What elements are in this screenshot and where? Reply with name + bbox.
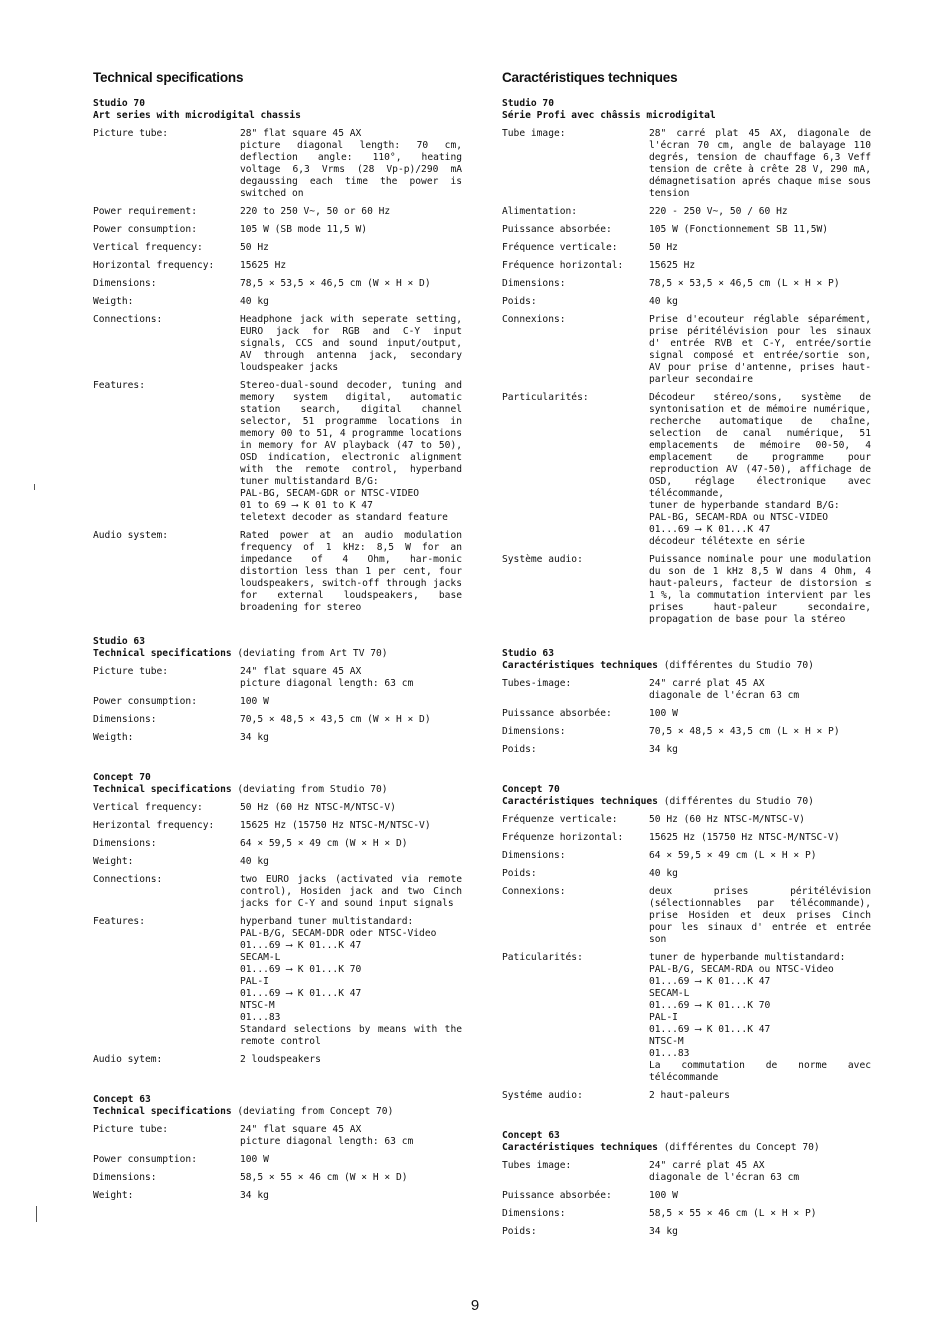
page-heading-en: Technical specifications — [93, 70, 244, 85]
spec-row — [502, 814, 874, 826]
spec-row — [502, 206, 874, 218]
spec-value: 2 haut-paleurs — [649, 1090, 730, 1101]
spec-value: 15625 Hz — [649, 260, 696, 271]
spec-value: tuner de hyperbande multistandard: PAL-B/G, SECAM-RDA ou NTSC-Video 01...69 ⟶ K 01...K 47 SECAM-L 01...69 ⟶ K 01...K 70 PAL-I 01...69 ⟶ K 01...K 47 NTSC-M 01...83 La commutation de norme avec télécommande — [649, 952, 871, 1083]
sections-en — [93, 98, 465, 1202]
spec-value: 15625 Hz — [240, 260, 287, 271]
section-model-name: Studio 70 — [502, 98, 554, 109]
spec-row — [93, 802, 465, 814]
spec-label: Picture tube: — [93, 1124, 169, 1135]
section-subtitle-bold: Caractéristiques techniques — [502, 1142, 658, 1153]
spec-row — [93, 1154, 465, 1166]
spec-row — [502, 224, 874, 236]
spec-label: Dimensions: — [93, 278, 157, 289]
spec-label: Particularités: — [502, 392, 589, 403]
spec-value: 64 × 59,5 × 49 cm (L × H × P) — [649, 850, 817, 861]
spec-row — [93, 916, 465, 1048]
spec-value: 50 Hz — [649, 242, 678, 253]
spec-value: 70,5 × 48,5 × 43,5 cm (W × H × D) — [240, 714, 431, 725]
spec-row — [502, 1190, 874, 1202]
spec-label: Dimensions: — [502, 850, 566, 861]
spec-label: Connexions: — [502, 886, 566, 897]
section-subtitle — [93, 110, 465, 122]
spec-row — [502, 708, 874, 720]
spec-row — [502, 128, 874, 200]
spec-row — [93, 874, 465, 910]
section-subtitle — [502, 110, 874, 122]
spec-value: 58,5 × 55 × 46 cm (L × H × P) — [649, 1208, 817, 1219]
spec-value: 15625 Hz (15750 Hz NTSC-M/NTSC-V) — [240, 820, 431, 831]
spec-value: 58,5 × 55 × 46 cm (W × H × D) — [240, 1172, 408, 1183]
spec-label: Audio sytem: — [93, 1054, 163, 1065]
spec-row — [502, 832, 874, 844]
spec-label: Fréquenze verticale: — [502, 814, 618, 825]
spec-value: 24" carré plat 45 AX diagonale de l'écran 63 cm — [649, 1160, 800, 1183]
spec-value: 64 × 59,5 × 49 cm (W × H × D) — [240, 838, 408, 849]
spec-row — [93, 224, 465, 236]
spec-label: Tubes-image: — [502, 678, 572, 689]
margin-mark — [34, 484, 35, 490]
section-subtitle-note: (différentes du Studio 70) — [657, 796, 814, 807]
spec-label: Power consumption: — [93, 1154, 197, 1165]
spec-section — [93, 636, 465, 744]
spec-value: 28" carré plat 45 AX, diagonale de l'écran 70 cm, angle de balayage 110 degrés, tension de chauffage 6,3 Veff tension de crête à crête 28 V, 290 mA, démagnetisation aprés chaque mise sous tension — [649, 128, 871, 199]
spec-label: Poids: — [502, 1226, 537, 1237]
spec-value: Décodeur stéreo/sons, système de syntonisation et de mémoire numérique, recherche automatique de chaîne, selection de canal numérique, 51 emplacements de mémoire 00-50, 4 emplacement de programme pour reproduction AV (47-50), affichage de OSD, réglage électronique avec télécommande, tuner de hyperbande standard B/G: PAL-BG, SECAM-RDA ou NTSC-VIDEO 01...69 ⟶ K 01...K 47 décodeur télétexte en série — [649, 392, 871, 547]
spec-section — [93, 98, 465, 614]
spec-row — [502, 868, 874, 880]
section-subtitle — [502, 660, 874, 672]
spec-row — [93, 696, 465, 708]
section-subtitle — [93, 784, 465, 796]
spec-row — [93, 666, 465, 690]
section-subtitle-bold: Art series with microdigital chassis — [93, 110, 301, 121]
spec-value: 34 kg — [240, 732, 269, 743]
spec-row — [502, 554, 874, 626]
spec-row — [502, 314, 874, 386]
spec-row — [502, 278, 874, 290]
spec-row — [93, 1172, 465, 1184]
spec-value: Prise d'ecouteur réglable séparément, prise péritélévision pour les sinaux d' entrée RVB et C-Y, entrée/sortie signal composé et entrée/sortie son, AV pour prise d'antenne, prises haut-parleur secondaire — [649, 314, 871, 385]
spec-row — [93, 820, 465, 832]
spec-label: Tube image: — [502, 128, 566, 139]
spec-row — [93, 206, 465, 218]
spec-label: Puissance absorbée: — [502, 224, 612, 235]
spec-label: Picture tube: — [93, 666, 169, 677]
spec-value: 50 Hz — [240, 242, 269, 253]
spec-label: Paticularités: — [502, 952, 583, 963]
spec-label: Dimensions: — [93, 1172, 157, 1183]
spec-row — [502, 242, 874, 254]
spec-row — [93, 278, 465, 290]
section-subtitle-bold: Technical specifications — [93, 1106, 232, 1117]
spec-value: 105 W (Fonctionnement SB 11,5W) — [649, 224, 829, 235]
spec-value: 34 kg — [649, 744, 678, 755]
spec-label: Connexions: — [502, 314, 566, 325]
spec-value: two EURO jacks (activated via remote control), Hosiden jack and two Cinch jacks for C-Y and sound input signals — [240, 874, 462, 909]
sections-fr — [502, 98, 874, 1238]
section-model-name: Studio 63 — [502, 648, 554, 659]
spec-label: Tubes image: — [502, 1160, 572, 1171]
spec-label: Systéme audio: — [502, 1090, 583, 1101]
spec-value: 40 kg — [240, 296, 269, 307]
spec-label: Fréquenze horizontal: — [502, 832, 624, 843]
spec-row — [502, 1208, 874, 1220]
spec-value: 24" flat square 45 AX picture diagonal length: 63 cm — [240, 666, 414, 689]
spec-label: Power consumption: — [93, 696, 197, 707]
section-subtitle-bold: Technical specifications — [93, 648, 232, 659]
spec-row — [93, 530, 465, 614]
spec-row — [502, 744, 874, 756]
spec-section — [502, 784, 874, 1102]
spec-row — [502, 850, 874, 862]
spec-row — [502, 886, 874, 946]
section-subtitle-note: (deviating from Concept 70) — [231, 1106, 394, 1117]
spec-value: 24" carré plat 45 AX diagonale de l'écran 63 cm — [649, 678, 800, 701]
spec-value: 78,5 × 53,5 × 46,5 cm (L × H × P) — [649, 278, 840, 289]
spec-value: 28" flat square 45 AX picture diagonal length: 70 cm, deflection angle: 110°, heating voltage 6,3 Vrms (28 Vp-p)/290 mA degaussing each time the power is switched on — [240, 128, 462, 199]
spec-value: 100 W — [240, 1154, 269, 1165]
spec-row — [502, 1090, 874, 1102]
spec-row — [93, 1124, 465, 1148]
spec-row — [93, 856, 465, 868]
spec-section — [502, 648, 874, 756]
spec-label: Poids: — [502, 296, 537, 307]
spec-label: Connections: — [93, 314, 163, 325]
spec-label: Alimentation: — [502, 206, 578, 217]
spec-value: 100 W — [649, 708, 678, 719]
section-model-name: Studio 70 — [93, 98, 145, 109]
spec-label: Power requirement: — [93, 206, 197, 217]
spec-label: Audio system: — [93, 530, 169, 541]
section-subtitle-bold: Caractéristiques techniques — [502, 660, 658, 671]
section-subtitle-note: (deviating from Art TV 70) — [231, 648, 388, 659]
page-number: 9 — [470, 1297, 480, 1314]
margin-mark — [36, 1206, 37, 1222]
spec-value: 15625 Hz (15750 Hz NTSC-M/NTSC-V) — [649, 832, 840, 843]
spec-value: 34 kg — [649, 1226, 678, 1237]
spec-row — [93, 380, 465, 524]
spec-label: Dimensions: — [502, 278, 566, 289]
spec-value: Stereo-dual-sound decoder, tuning and memory system digital, automatic station search, digital channel selector, 51 programme locations in memory 00 to 51, 4 programme locations in memory for AV playback (47 to 50), OSD indication, electronic alignment with the remote control, hyperband tuner multistandard B/G: PAL-BG, SECAM-GDR or NTSC-VIDEO 01 to 69 ⟶ K 01 to K 47 teletext decoder as standard feature — [240, 380, 462, 523]
spec-label: Vertical frequency: — [93, 802, 203, 813]
spec-value: deux prises péritélévision (sélectionnables par télécommande), prise Hosiden et deux prises Cinch pour les sinaux d' entrée et entrée son — [649, 886, 871, 945]
spec-label: Connections: — [93, 874, 163, 885]
spec-row — [93, 314, 465, 374]
spec-label: Fréquence horizontal: — [502, 260, 624, 271]
spec-value: 50 Hz (60 Hz NTSC-M/NTSC-V) — [240, 802, 396, 813]
spec-row — [502, 952, 874, 1084]
spec-row — [93, 128, 465, 200]
spec-row — [93, 1054, 465, 1066]
spec-row — [502, 296, 874, 308]
section-model-name: Concept 63 — [93, 1094, 151, 1105]
page-heading-fr: Caractéristiques techniques — [502, 70, 678, 85]
spec-value: 40 kg — [649, 868, 678, 879]
spec-label: Fréquence verticale: — [502, 242, 618, 253]
section-subtitle-bold: Série Profi avec châssis microdigital — [502, 110, 716, 121]
section-model-name: Concept 63 — [502, 1130, 560, 1141]
spec-label: Horizontal frequency: — [93, 260, 215, 271]
spec-label: Features: — [93, 380, 145, 391]
spec-row — [502, 1226, 874, 1238]
spec-value: 105 W (SB mode 11,5 W) — [240, 224, 368, 235]
spec-label: Puissance absorbée: — [502, 1190, 612, 1201]
spec-value: Puissance nominale pour une modulation du son de 1 kHz 8,5 W dans 4 Ohm, 4 haut-paleurs, facteur de distorsion ≤ 1 %, la commutation intervient par les prises haut-paleur secondaire, propagation de base pour la stéreo — [649, 554, 871, 625]
spec-row — [502, 1160, 874, 1184]
spec-value: 220 to 250 V~, 50 or 60 Hz — [240, 206, 391, 217]
spec-value: 100 W — [240, 696, 269, 707]
spec-label: Puissance absorbée: — [502, 708, 612, 719]
spec-label: Picture tube: — [93, 128, 169, 139]
section-subtitle-bold: Caractéristiques techniques — [502, 796, 658, 807]
spec-row — [93, 242, 465, 254]
section-model-name: Concept 70 — [502, 784, 560, 795]
spec-label: Weigth: — [93, 296, 134, 307]
spec-label: Vertical frequency: — [93, 242, 203, 253]
spec-section — [93, 1094, 465, 1202]
spec-row — [502, 392, 874, 548]
section-subtitle-bold: Technical specifications — [93, 784, 232, 795]
spec-row — [93, 732, 465, 744]
spec-value: hyperband tuner multistandard: PAL-B/G, SECAM-DDR oder NTSC-Video 01...69 ⟶ K 01...K 47 SECAM-L 01...69 ⟶ K 01...K 70 PAL-I 01...69 ⟶ K 01...K 47 NTSC-M 01...83 Standard selections by means with the remote control — [240, 916, 462, 1047]
spec-value: 2 loudspeakers — [240, 1054, 321, 1065]
spec-section — [502, 98, 874, 626]
spec-row — [93, 838, 465, 850]
section-subtitle-note: (différentes du Concept 70) — [657, 1142, 820, 1153]
section-subtitle — [502, 796, 874, 808]
spec-row — [502, 678, 874, 702]
spec-row — [502, 726, 874, 738]
spec-value: 70,5 × 48,5 × 43,5 cm (L × H × P) — [649, 726, 840, 737]
spec-label: Weigth: — [93, 732, 134, 743]
section-subtitle-note: (différentes du Studio 70) — [657, 660, 814, 671]
section-subtitle — [93, 648, 465, 660]
spec-value: 78,5 × 53,5 × 46,5 cm (W × H × D) — [240, 278, 431, 289]
spec-value: 50 Hz (60 Hz NTSC-M/NTSC-V) — [649, 814, 805, 825]
spec-label: Dimensions: — [502, 1208, 566, 1219]
spec-label: Poids: — [502, 868, 537, 879]
spec-row — [93, 1190, 465, 1202]
spec-row — [502, 260, 874, 272]
spec-label: Dimensions: — [93, 838, 157, 849]
spec-label: Dimensions: — [93, 714, 157, 725]
spec-value: Rated power at an audio modulation frequency of 1 kHz: 8,5 W for an impedance of 4 Ohm, har-monic distortion less than 1 per cent, four loudspeakers, switch-off through jacks for external loudspeakers, base broadening for stereo — [240, 530, 462, 613]
spec-section — [502, 1130, 874, 1238]
spec-value: 40 kg — [649, 296, 678, 307]
spec-label: Herizontal frequency: — [93, 820, 215, 831]
spec-value: 40 kg — [240, 856, 269, 867]
section-subtitle — [93, 1106, 465, 1118]
spec-label: Features: — [93, 916, 145, 927]
spec-label: Poids: — [502, 744, 537, 755]
section-subtitle-note: (deviating from Studio 70) — [231, 784, 388, 795]
spec-label: Weight: — [93, 1190, 134, 1201]
section-model-name: Studio 63 — [93, 636, 145, 647]
spec-label: Power consumption: — [93, 224, 197, 235]
spec-row — [93, 714, 465, 726]
spec-value: Headphone jack with seperate setting, EURO jack for RGB and C-Y input signals, CCS and sound input/output, AV through antenna jack, secondary loudspeaker jacks — [240, 314, 462, 373]
spec-label: Weight: — [93, 856, 134, 867]
spec-label: Dimensions: — [502, 726, 566, 737]
spec-value: 24" flat square 45 AX picture diagonal length: 63 cm — [240, 1124, 414, 1147]
spec-section — [93, 772, 465, 1066]
spec-row — [93, 260, 465, 272]
spec-row — [93, 296, 465, 308]
spec-value: 100 W — [649, 1190, 678, 1201]
spec-label: Système audio: — [502, 554, 583, 565]
spec-value: 220 - 250 V~, 50 / 60 Hz — [649, 206, 788, 217]
section-model-name: Concept 70 — [93, 772, 151, 783]
spec-value: 34 kg — [240, 1190, 269, 1201]
section-subtitle — [502, 1142, 874, 1154]
